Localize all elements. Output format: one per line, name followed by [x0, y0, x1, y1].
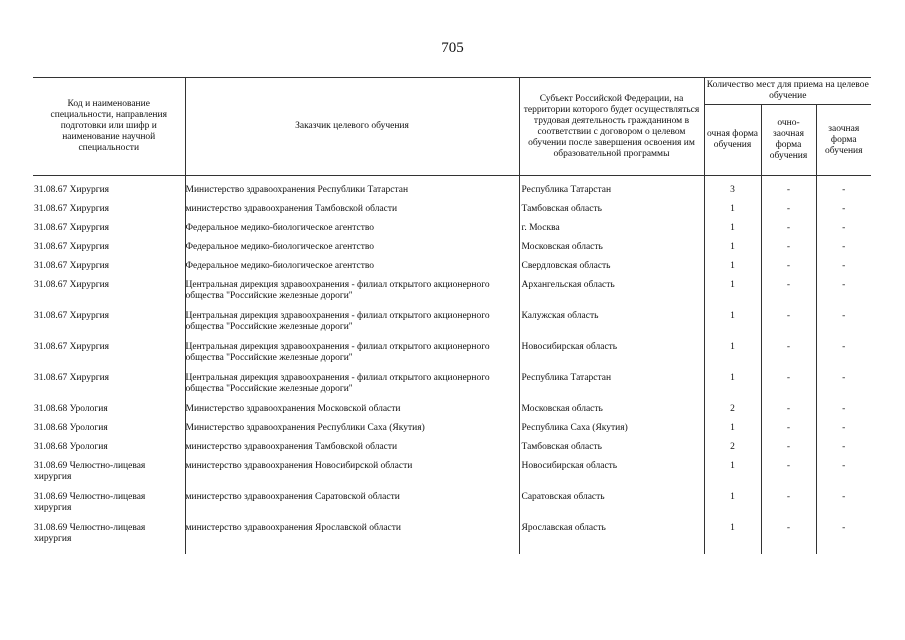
cell-code: 31.08.69 Челюстно-лицевая хирургия	[34, 461, 146, 482]
table-row	[33, 204, 871, 223]
cell-customer: Федеральное медико-биологическое агентство	[185, 223, 519, 242]
cell-correspondence: -	[816, 185, 871, 204]
cell-subject: Московская область	[519, 404, 704, 423]
header-code: Код и наименование специальности, направления подготовки или шифр и наименование научной специальности	[33, 78, 185, 176]
cell-code: 31.08.67 Хирургия	[34, 223, 110, 233]
table-row	[33, 311, 871, 342]
table-row	[33, 523, 871, 554]
cell-correspondence: -	[816, 404, 871, 423]
cell-fulltime: 1	[704, 261, 761, 280]
header-customer: Заказчик целевого обучения	[185, 78, 519, 176]
cell-customer: Центральная дирекция здравоохранения - филиал открытого акционерного общества "Российские железные дороги"	[185, 342, 519, 373]
cell-customer: Министерство здравоохранения Республики Саха (Якутия)	[185, 423, 519, 442]
cell-correspondence: -	[816, 423, 871, 442]
cell-subject: Республика Татарстан	[519, 185, 704, 204]
cell-parttime: -	[761, 404, 816, 423]
cell-code: 31.08.67 Хирургия	[34, 242, 110, 252]
table-row	[33, 461, 871, 492]
cell-fulltime: 1	[704, 204, 761, 223]
cell-parttime: -	[761, 461, 816, 492]
cell-fulltime: 1	[704, 280, 761, 311]
cell-code: 31.08.67 Хирургия	[34, 185, 110, 195]
cell-parttime: -	[761, 492, 816, 523]
cell-correspondence: -	[816, 261, 871, 280]
cell-customer: Центральная дирекция здравоохранения - филиал открытого акционерного общества "Российские железные дороги"	[185, 311, 519, 342]
cell-code: 31.08.69 Челюстно-лицевая хирургия	[34, 492, 146, 513]
cell-subject: Московская область	[519, 242, 704, 261]
cell-parttime: -	[761, 311, 816, 342]
table-row	[33, 492, 871, 523]
table-row	[33, 280, 871, 311]
cell-subject: Архангельская область	[519, 280, 704, 311]
cell-customer: Министерство здравоохранения Московской области	[185, 404, 519, 423]
cell-code: 31.08.68 Урология	[34, 404, 108, 414]
cell-customer: министерство здравоохранения Тамбовской области	[185, 204, 519, 223]
table-row	[33, 342, 871, 373]
cell-fulltime: 3	[704, 185, 761, 204]
cell-subject: Тамбовская область	[519, 442, 704, 461]
cell-fulltime: 1	[704, 342, 761, 373]
table-body	[33, 176, 871, 555]
cell-fulltime: 1	[704, 373, 761, 404]
cell-correspondence: -	[816, 373, 871, 404]
header-subject: Субъект Российской Федерации, на территории которого будет осуществляться трудовая деятельность гражданином в соответствии с договором о целевом обучении после завершения освоения им образовательной программы	[519, 78, 704, 176]
cell-correspondence: -	[816, 223, 871, 242]
cell-subject: Саратовская область	[519, 492, 704, 523]
cell-code: 31.08.67 Хирургия	[34, 280, 110, 290]
cell-parttime: -	[761, 373, 816, 404]
cell-code: 31.08.67 Хирургия	[34, 204, 110, 214]
cell-subject: Новосибирская область	[519, 461, 704, 492]
cell-customer: министерство здравоохранения Саратовской области	[185, 492, 519, 523]
header-places: Количество мест для приема на целевое обучение	[704, 78, 871, 105]
table-header	[33, 78, 871, 176]
cell-fulltime: 2	[704, 442, 761, 461]
cell-parttime: -	[761, 442, 816, 461]
cell-code: 31.08.68 Урология	[34, 442, 108, 452]
cell-parttime: -	[761, 423, 816, 442]
cell-correspondence: -	[816, 242, 871, 261]
cell-subject: Свердловская область	[519, 261, 704, 280]
cell-correspondence: -	[816, 311, 871, 342]
cell-parttime: -	[761, 204, 816, 223]
cell-fulltime: 1	[704, 461, 761, 492]
table-row	[33, 442, 871, 461]
target-places-table	[33, 77, 871, 554]
header-correspondence: заочная форма обучения	[816, 105, 871, 176]
cell-subject: Тамбовская область	[519, 204, 704, 223]
cell-parttime: -	[761, 223, 816, 242]
cell-customer: Федеральное медико-биологическое агентство	[185, 242, 519, 261]
cell-subject: Республика Татарстан	[519, 373, 704, 404]
cell-fulltime: 1	[704, 492, 761, 523]
cell-parttime: -	[761, 261, 816, 280]
cell-code: 31.08.67 Хирургия	[34, 311, 110, 321]
cell-subject: Ярославская область	[519, 523, 704, 554]
cell-parttime: -	[761, 342, 816, 373]
cell-fulltime: 1	[704, 242, 761, 261]
cell-code: 31.08.68 Урология	[34, 423, 108, 433]
cell-subject: Республика Саха (Якутия)	[519, 423, 704, 442]
cell-correspondence: -	[816, 280, 871, 311]
cell-code: 31.08.67 Хирургия	[34, 373, 110, 383]
cell-fulltime: 1	[704, 523, 761, 554]
table-row	[33, 223, 871, 242]
cell-customer: Федеральное медико-биологическое агентство	[185, 261, 519, 280]
table-row	[33, 373, 871, 404]
cell-customer: министерство здравоохранения Ярославской области	[185, 523, 519, 554]
table-row	[33, 185, 871, 204]
cell-fulltime: 1	[704, 311, 761, 342]
cell-fulltime: 1	[704, 423, 761, 442]
cell-subject: Новосибирская область	[519, 342, 704, 373]
table-row	[33, 261, 871, 280]
table-row	[33, 242, 871, 261]
header-fulltime: очная форма обучения	[704, 105, 761, 176]
cell-parttime: -	[761, 242, 816, 261]
cell-customer: Министерство здравоохранения Республики Татарстан	[185, 185, 519, 204]
cell-correspondence: -	[816, 442, 871, 461]
table-row	[33, 404, 871, 423]
cell-parttime: -	[761, 523, 816, 554]
cell-correspondence: -	[816, 204, 871, 223]
cell-correspondence: -	[816, 461, 871, 492]
cell-code: 31.08.67 Хирургия	[34, 261, 110, 271]
cell-parttime: -	[761, 280, 816, 311]
cell-parttime: -	[761, 185, 816, 204]
cell-customer: Центральная дирекция здравоохранения - филиал открытого акционерного общества "Российские железные дороги"	[185, 373, 519, 404]
cell-fulltime: 1	[704, 223, 761, 242]
table-row	[33, 423, 871, 442]
cell-fulltime: 2	[704, 404, 761, 423]
cell-code: 31.08.69 Челюстно-лицевая хирургия	[34, 523, 146, 544]
cell-correspondence: -	[816, 523, 871, 554]
cell-correspondence: -	[816, 342, 871, 373]
cell-correspondence: -	[816, 492, 871, 523]
cell-customer: министерство здравоохранения Новосибирской области	[185, 461, 519, 492]
page-number: 705	[441, 40, 464, 56]
cell-subject: г. Москва	[519, 223, 704, 242]
cell-code: 31.08.67 Хирургия	[34, 342, 110, 352]
header-parttime: очно-заочная форма обучения	[761, 105, 816, 176]
cell-subject: Калужская область	[519, 311, 704, 342]
cell-customer: Центральная дирекция здравоохранения - филиал открытого акционерного общества "Российские железные дороги"	[185, 280, 519, 311]
cell-customer: министерство здравоохранения Тамбовской области	[185, 442, 519, 461]
